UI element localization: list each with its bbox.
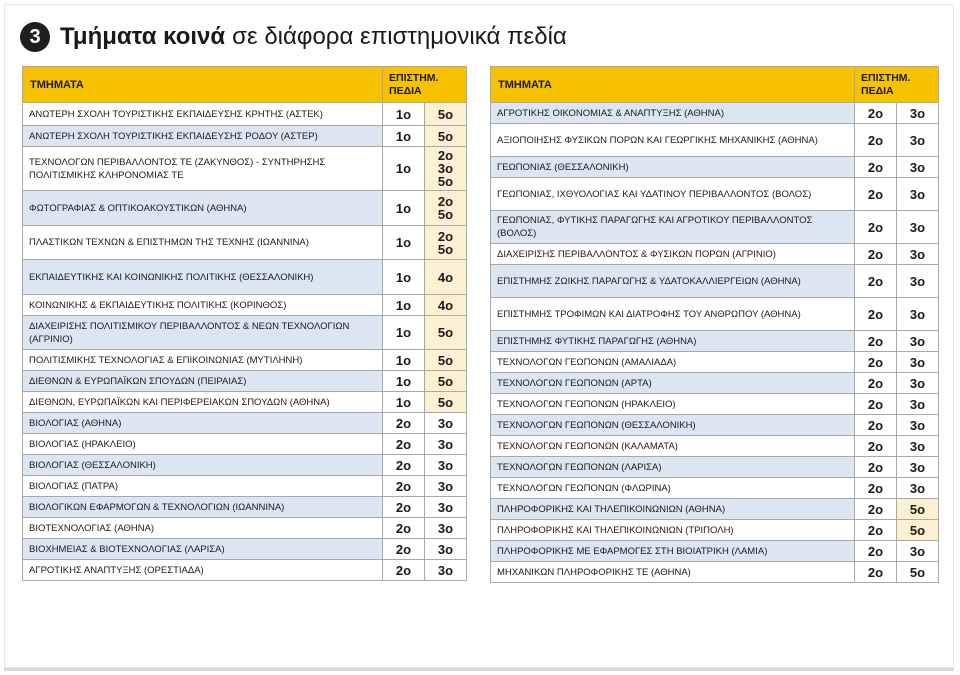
field-primary: 2ο: [855, 457, 897, 478]
field-secondary: [425, 147, 467, 191]
field-secondary: [897, 520, 939, 541]
field-secondary: [425, 539, 467, 560]
field-primary: 2ο: [855, 394, 897, 415]
left-table-row: [23, 103, 467, 126]
field-secondary-value: 3ο: [437, 499, 454, 515]
right-table-row: [491, 331, 939, 352]
field-secondary: [425, 392, 467, 413]
field-secondary-value: 5ο: [909, 564, 926, 580]
right-table-row: [491, 478, 939, 499]
right-table-row: [491, 520, 939, 541]
department-name: ΤΕΧΝΟΛΟΓΩΝ ΓΕΩΠΟΝΩΝ (ΑΜΑΛΙΑΔΑ): [491, 352, 855, 373]
field-secondary: [425, 455, 467, 476]
field-secondary: [425, 316, 467, 350]
department-name: ΑΞΙΟΠΟΙΗΣΗΣ ΦΥΣΙΚΩΝ ΠΟΡΩΝ ΚΑΙ ΓΕΩΡΓΙΚΗΣ ΜΗΧΑΝΙΚΗΣ (ΑΘΗΝΑ): [491, 124, 855, 157]
left-table-header: [23, 67, 467, 103]
field-primary: 1ο: [383, 350, 425, 371]
page-header: [20, 17, 567, 57]
left-header-fields: [383, 67, 467, 103]
field-secondary: [425, 560, 467, 581]
field-secondary-value: 3ο: [909, 480, 926, 496]
field-secondary-value: 5ο: [909, 522, 926, 538]
left-table-row: [23, 316, 467, 350]
department-name: ΓΕΩΠΟΝΙΑΣ (ΘΕΣΣΑΛΟΝΙΚΗ): [491, 157, 855, 178]
field-secondary-value: 3ο: [437, 541, 454, 557]
department-name: ΓΕΩΠΟΝΙΑΣ, ΙΧΘΥΟΛΟΓΙΑΣ ΚΑΙ ΥΔΑΤΙΝΟΥ ΠΕΡΙΒΑΛΛΟΝΤΟΣ (ΒΟΛΟΣ): [491, 178, 855, 211]
department-name: ΠΟΛΙΤΙΣΜΙΚΗΣ ΤΕΧΝΟΛΟΓΙΑΣ & ΕΠΙΚΟΙΝΩΝΙΑΣ (ΜΥΤΙΛΗΝΗ): [23, 350, 383, 371]
left-table-row: [23, 126, 467, 147]
field-secondary: [425, 350, 467, 371]
left-table-row: [23, 413, 467, 434]
field-primary: 2ο: [383, 413, 425, 434]
field-primary: 2ο: [855, 352, 897, 373]
field-primary: 1ο: [383, 226, 425, 260]
field-secondary-value: 3ο: [909, 375, 926, 391]
left-table-row: [23, 434, 467, 455]
field-primary: 2ο: [855, 331, 897, 352]
field-primary: 1ο: [383, 260, 425, 295]
left-table-row: [23, 560, 467, 581]
field-primary: 1ο: [383, 371, 425, 392]
field-secondary-value: 3ο: [437, 457, 454, 473]
field-secondary-value: 5ο: [437, 106, 454, 122]
field-secondary: [897, 211, 939, 244]
page-title-rest: σε διάφορα επιστημονικά πεδία: [232, 23, 567, 50]
field-secondary-value: 3ο: [909, 396, 926, 412]
department-name: ΒΙΟΛΟΓΙΚΩΝ ΕΦΑΡΜΟΓΩΝ & ΤΕΧΝΟΛΟΓΙΩΝ (ΙΩΑΝΝΙΝΑ): [23, 497, 383, 518]
right-header-fields-line1: ΕΠΙΣΤΗΜ.: [861, 71, 911, 84]
field-secondary-value: 3ο: [909, 186, 926, 202]
field-secondary-value: 3ο: [437, 520, 454, 536]
left-table-row: [23, 392, 467, 413]
field-primary: 1ο: [383, 147, 425, 191]
department-name: ΔΙΑΧΕΙΡΙΣΗΣ ΠΕΡΙΒΑΛΛΟΝΤΟΣ & ΦΥΣΙΚΩΝ ΠΟΡΩΝ (ΑΓΡΙΝΙΟ): [491, 244, 855, 265]
field-secondary-value: 3ο: [909, 159, 926, 175]
field-secondary-value: 3ο: [437, 161, 454, 176]
field-primary: 2ο: [855, 244, 897, 265]
department-name: ΦΩΤΟΓΡΑΦΙΑΣ & ΟΠΤΙΚΟΑΚΟΥΣΤΙΚΩΝ (ΑΘΗΝΑ): [23, 191, 383, 226]
right-table-row: [491, 373, 939, 394]
right-table-row: [491, 157, 939, 178]
field-primary: 2ο: [855, 124, 897, 157]
field-secondary: [897, 244, 939, 265]
field-secondary: [425, 295, 467, 316]
field-secondary: [897, 331, 939, 352]
field-primary: 2ο: [383, 539, 425, 560]
field-primary: 2ο: [383, 518, 425, 539]
field-secondary: [897, 373, 939, 394]
right-table-row: [491, 394, 939, 415]
left-table-row: [23, 260, 467, 295]
field-primary: 2ο: [855, 436, 897, 457]
left-table-row: [23, 295, 467, 316]
field-primary: 2ο: [855, 265, 897, 298]
department-name: ΓΕΩΠΟΝΙΑΣ, ΦΥΤΙΚΗΣ ΠΑΡΑΓΩΓΗΣ ΚΑΙ ΑΓΡΟΤΙΚΟΥ ΠΕΡΙΒΑΛΛΟΝΤΟΣ (ΒΟΛΟΣ): [491, 211, 855, 244]
department-name: ΕΠΙΣΤΗΜΗΣ ΖΩΙΚΗΣ ΠΑΡΑΓΩΓΗΣ & ΥΔΑΤΟΚΑΛΛΙΕΡΓΕΙΩΝ (ΑΘΗΝΑ): [491, 265, 855, 298]
right-table-row: [491, 562, 939, 583]
right-header-fields-line2: ΠΕΔΙΑ: [861, 84, 894, 97]
right-table-row: [491, 244, 939, 265]
left-table-row: [23, 476, 467, 497]
department-name: ΑΝΩΤΕΡΗ ΣΧΟΛΗ ΤΟΥΡΙΣΤΙΚΗΣ ΕΚΠΑΙΔΕΥΣΗΣ ΚΡΗΤΗΣ (ΑΣΤΕΚ): [23, 103, 383, 126]
department-name: ΜΗΧΑΝΙΚΩΝ ΠΛΗΡΟΦΟΡΙΚΗΣ ΤΕ (ΑΘΗΝΑ): [491, 562, 855, 583]
field-secondary: [897, 157, 939, 178]
left-table-row: [23, 371, 467, 392]
field-secondary-value: 3ο: [909, 306, 926, 322]
field-secondary: [897, 352, 939, 373]
field-primary: 1ο: [383, 103, 425, 126]
field-secondary-value: 3ο: [437, 436, 454, 452]
field-secondary: [897, 103, 939, 124]
left-departments-table: [22, 66, 467, 581]
right-header-departments: ΤΜΗΜΑΤΑ: [491, 67, 855, 103]
department-name: ΤΕΧΝΟΛΟΓΩΝ ΓΕΩΠΟΝΩΝ (ΛΑΡΙΣΑ): [491, 457, 855, 478]
right-header-fields: [855, 67, 939, 103]
field-secondary: [897, 298, 939, 331]
right-table-row: [491, 415, 939, 436]
field-secondary-value: 3ο: [909, 246, 926, 262]
department-name: ΤΕΧΝΟΛΟΓΩΝ ΓΕΩΠΟΝΩΝ (ΘΕΣΣΑΛΟΝΙΚΗ): [491, 415, 855, 436]
field-secondary: [425, 191, 467, 226]
department-name: ΒΙΟΛΟΓΙΑΣ (ΘΕΣΣΑΛΟΝΙΚΗ): [23, 455, 383, 476]
left-header-fields-line1: ΕΠΙΣΤΗΜ.: [389, 71, 439, 84]
department-name: ΠΛΗΡΟΦΟΡΙΚΗΣ ΚΑΙ ΤΗΛΕΠΙΚΟΙΝΩΝΙΩΝ (ΑΘΗΝΑ): [491, 499, 855, 520]
field-secondary: [897, 499, 939, 520]
right-table-row: [491, 178, 939, 211]
field-primary: 1ο: [383, 316, 425, 350]
field-secondary-value: 3ο: [909, 219, 926, 235]
field-primary: 2ο: [383, 476, 425, 497]
department-name: ΑΝΩΤΕΡΗ ΣΧΟΛΗ ΤΟΥΡΙΣΤΙΚΗΣ ΕΚΠΑΙΔΕΥΣΗΣ ΡΟΔΟΥ (ΑΣΤΕΡ): [23, 126, 383, 147]
field-secondary-value: 5ο: [437, 241, 454, 257]
department-name: ΚΟΙΝΩΝΙΚΗΣ & ΕΚΠΑΙΔΕΥΤΙΚΗΣ ΠΟΛΙΤΙΚΗΣ (ΚΟΡΙΝΘΟΣ): [23, 295, 383, 316]
field-primary: 2ο: [855, 562, 897, 583]
department-name: ΒΙΟΤΕΧΝΟΛΟΓΙΑΣ (ΑΘΗΝΑ): [23, 518, 383, 539]
field-primary: 2ο: [855, 157, 897, 178]
field-secondary-value: 3ο: [909, 132, 926, 148]
field-secondary-value: 3ο: [909, 354, 926, 370]
field-secondary: [425, 226, 467, 260]
right-table-row: [491, 457, 939, 478]
field-secondary-value: 3ο: [909, 459, 926, 475]
department-name: ΕΠΙΣΤΗΜΗΣ ΦΥΤΙΚΗΣ ΠΑΡΑΓΩΓΗΣ (ΑΘΗΝΑ): [491, 331, 855, 352]
field-secondary-value: 3ο: [437, 478, 454, 494]
field-secondary: [425, 518, 467, 539]
department-name: ΔΙΑΧΕΙΡΙΣΗΣ ΠΟΛΙΤΙΣΜΙΚΟΥ ΠΕΡΙΒΑΛΛΟΝΤΟΣ & ΝΕΩΝ ΤΕΧΝΟΛΟΓΙΩΝ (ΑΓΡΙΝΙΟ): [23, 316, 383, 350]
department-name: ΔΙΕΘΝΩΝ & ΕΥΡΩΠΑΪΚΩΝ ΣΠΟΥΔΩΝ (ΠΕΙΡΑΙΑΣ): [23, 371, 383, 392]
left-table-row: [23, 455, 467, 476]
field-secondary-value: 5ο: [909, 501, 926, 517]
right-table-row: [491, 103, 939, 124]
department-name: ΤΕΧΝΟΛΟΓΩΝ ΓΕΩΠΟΝΩΝ (ΑΡΤΑ): [491, 373, 855, 394]
field-primary: 2ο: [855, 178, 897, 211]
field-secondary-value: 3ο: [909, 438, 926, 454]
field-secondary-value: 3ο: [437, 562, 454, 578]
right-departments-table: [490, 66, 939, 583]
field-primary: 2ο: [383, 434, 425, 455]
left-header-fields-line2: ΠΕΔΙΑ: [389, 84, 422, 97]
field-secondary-value: 3ο: [437, 415, 454, 431]
field-secondary: [897, 562, 939, 583]
right-table-row: [491, 436, 939, 457]
right-table-row: [491, 211, 939, 244]
field-secondary-value: 4ο: [437, 269, 454, 285]
left-table-row: [23, 226, 467, 260]
field-secondary: [425, 413, 467, 434]
field-secondary: [425, 434, 467, 455]
field-primary: 2ο: [383, 560, 425, 581]
field-primary: 2ο: [855, 211, 897, 244]
right-table-row: [491, 265, 939, 298]
field-primary: 2ο: [855, 373, 897, 394]
field-primary: 1ο: [383, 126, 425, 147]
field-primary: 2ο: [855, 541, 897, 562]
field-secondary: [897, 541, 939, 562]
department-name: ΕΚΠΑΙΔΕΥΤΙΚΗΣ ΚΑΙ ΚΟΙΝΩΝΙΚΗΣ ΠΟΛΙΤΙΚΗΣ (ΘΕΣΣΑΛΟΝΙΚΗ): [23, 260, 383, 295]
left-table-row: [23, 539, 467, 560]
field-secondary-value: 3ο: [909, 333, 926, 349]
department-name: ΤΕΧΝΟΛΟΓΩΝ ΠΕΡΙΒΑΛΛΟΝΤΟΣ ΤΕ (ΖΑΚΥΝΘΟΣ) - ΣΥΝΤΗΡΗΣΗΣ ΠΟΛΙΤΙΣΜΙΚΗΣ ΚΛΗΡΟΝΟΜΙΑΣ ΤΕ: [23, 147, 383, 191]
department-name: ΤΕΧΝΟΛΟΓΩΝ ΓΕΩΠΟΝΩΝ (ΦΛΩΡΙΝΑ): [491, 478, 855, 499]
field-secondary-value: 5ο: [437, 207, 454, 222]
field-secondary: [897, 394, 939, 415]
department-name: ΠΛΑΣΤΙΚΩΝ ΤΕΧΝΩΝ & ΕΠΙΣΤΗΜΩΝ ΤΗΣ ΤΕΧΝΗΣ (ΙΩΑΝΝΙΝΑ): [23, 226, 383, 260]
field-secondary: [897, 478, 939, 499]
field-secondary: [425, 260, 467, 295]
department-name: ΑΓΡΟΤΙΚΗΣ ΑΝΑΠΤΥΞΗΣ (ΟΡΕΣΤΙΑΔΑ): [23, 560, 383, 581]
field-secondary-value: 5ο: [437, 325, 454, 340]
field-secondary-value: 2ο: [437, 148, 454, 163]
left-table-row: [23, 147, 467, 191]
field-primary: 1ο: [383, 392, 425, 413]
field-secondary-value: 5ο: [437, 128, 454, 144]
field-secondary: [425, 497, 467, 518]
department-name: ΠΛΗΡΟΦΟΡΙΚΗΣ ΜΕ ΕΦΑΡΜΟΓΕΣ ΣΤΗ ΒΙΟΙΑΤΡΙΚΗ (ΛΑΜΙΑ): [491, 541, 855, 562]
field-primary: 2ο: [383, 455, 425, 476]
field-secondary-value: 2ο: [437, 194, 454, 209]
right-table-row: [491, 124, 939, 157]
field-secondary: [425, 103, 467, 126]
field-secondary-value: 3ο: [909, 543, 926, 559]
department-name: ΑΓΡΟΤΙΚΗΣ ΟΙΚΟΝΟΜΙΑΣ & ΑΝΑΠΤΥΞΗΣ (ΑΘΗΝΑ): [491, 103, 855, 124]
field-primary: 2ο: [855, 478, 897, 499]
page-title-bold: Τμήματα κοινά: [60, 23, 226, 50]
bottom-rule: [4, 668, 954, 671]
department-name: ΒΙΟΛΟΓΙΑΣ (ΑΘΗΝΑ): [23, 413, 383, 434]
field-secondary: [897, 178, 939, 211]
field-secondary-value: 3ο: [909, 105, 926, 121]
right-table-header: [491, 67, 939, 103]
field-secondary-value: 5ο: [437, 373, 454, 389]
right-table-row: [491, 541, 939, 562]
field-secondary-value: 3ο: [909, 417, 926, 433]
section-number-badge: 3: [20, 22, 50, 52]
right-table-row: [491, 298, 939, 331]
department-name: ΒΙΟΛΟΓΙΑΣ (ΗΡΑΚΛΕΙΟ): [23, 434, 383, 455]
field-primary: 1ο: [383, 295, 425, 316]
field-secondary: [897, 457, 939, 478]
left-table-row: [23, 350, 467, 371]
field-secondary: [897, 124, 939, 157]
department-name: ΤΕΧΝΟΛΟΓΩΝ ΓΕΩΠΟΝΩΝ (ΚΑΛΑΜΑΤΑ): [491, 436, 855, 457]
field-secondary: [897, 436, 939, 457]
left-table-row: [23, 518, 467, 539]
field-secondary-value: 5ο: [437, 174, 454, 189]
field-primary: 2ο: [855, 298, 897, 331]
field-primary: 2ο: [383, 497, 425, 518]
left-header-departments: ΤΜΗΜΑΤΑ: [23, 67, 383, 103]
department-name: ΠΛΗΡΟΦΟΡΙΚΗΣ ΚΑΙ ΤΗΛΕΠΙΚΟΙΝΩΝΙΩΝ (ΤΡΙΠΟΛΗ): [491, 520, 855, 541]
field-primary: 2ο: [855, 415, 897, 436]
left-table-row: [23, 497, 467, 518]
field-secondary: [425, 476, 467, 497]
field-secondary-value: 3ο: [909, 273, 926, 289]
right-table-row: [491, 352, 939, 373]
department-name: ΒΙΟΛΟΓΙΑΣ (ΠΑΤΡΑ): [23, 476, 383, 497]
field-primary: 2ο: [855, 520, 897, 541]
field-secondary: [897, 415, 939, 436]
field-primary: 1ο: [383, 191, 425, 226]
department-name: ΕΠΙΣΤΗΜΗΣ ΤΡΟΦΙΜΩΝ ΚΑΙ ΔΙΑΤΡΟΦΗΣ ΤΟΥ ΑΝΘΡΩΠΟΥ (ΑΘΗΝΑ): [491, 298, 855, 331]
department-name: ΔΙΕΘΝΩΝ, ΕΥΡΩΠΑΪΚΩΝ ΚΑΙ ΠΕΡΙΦΕΡΕΙΑΚΩΝ ΣΠΟΥΔΩΝ (ΑΘΗΝΑ): [23, 392, 383, 413]
field-secondary-value: 5ο: [437, 394, 454, 410]
field-secondary: [897, 265, 939, 298]
department-name: ΤΕΧΝΟΛΟΓΩΝ ΓΕΩΠΟΝΩΝ (ΗΡΑΚΛΕΙΟ): [491, 394, 855, 415]
field-secondary: [425, 126, 467, 147]
field-secondary-value: 4ο: [437, 297, 454, 313]
field-primary: 2ο: [855, 103, 897, 124]
department-name: ΒΙΟΧΗΜΕΙΑΣ & ΒΙΟΤΕΧΝΟΛΟΓΙΑΣ (ΛΑΡΙΣΑ): [23, 539, 383, 560]
field-secondary-value: 2ο: [437, 228, 454, 244]
right-table-row: [491, 499, 939, 520]
left-table-row: [23, 191, 467, 226]
field-secondary: [425, 371, 467, 392]
field-secondary-value: 5ο: [437, 352, 454, 368]
field-primary: 2ο: [855, 499, 897, 520]
